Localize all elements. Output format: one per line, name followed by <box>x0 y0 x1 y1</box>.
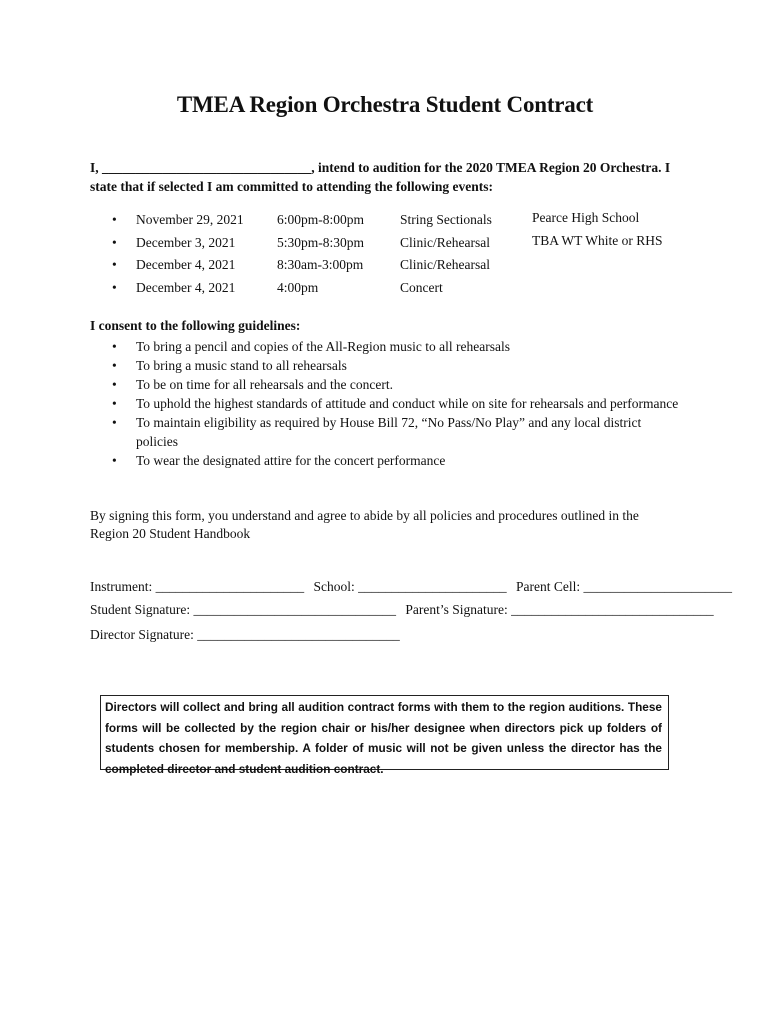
instrument-field[interactable]: Instrument: ______________________ <box>90 579 305 594</box>
bullet-icon: • <box>112 257 117 272</box>
event-time: 8:30am-3:00pm <box>277 257 364 272</box>
event-location: TBA WT White or RHS <box>532 232 663 248</box>
bullet-icon: • <box>112 212 117 227</box>
parent-signature-field[interactable]: Parent’s Signature: ______________________________ <box>405 602 714 617</box>
bullet-icon: • <box>112 377 117 392</box>
event-type: Concert <box>400 279 443 295</box>
event-type: Clinic/Rehearsal <box>400 234 490 250</box>
event-date: December 4, 2021 <box>136 279 236 295</box>
event-list <box>112 212 692 302</box>
director-signature-field[interactable]: Director Signature: ______________________________ <box>90 627 400 642</box>
signing-statement: By signing this form, you understand and agree to abide by all policies and procedures outlined in the Region 20 Student Handbook <box>90 508 639 541</box>
bullet-icon: • <box>112 234 117 250</box>
event-date: December 4, 2021 <box>136 257 236 272</box>
guideline-text: To bring a music stand to all rehearsals <box>136 358 347 373</box>
event-date: December 3, 2021 <box>136 234 236 250</box>
event-time: 4:00pm <box>277 279 319 295</box>
school-field[interactable]: School: ______________________ <box>313 579 507 594</box>
event-row <box>112 212 692 235</box>
guideline-text: To maintain eligibility as required by House Bill 72, “No Pass/No Play” and any local district policies <box>136 415 642 449</box>
parent-cell-field[interactable]: Parent Cell: ______________________ <box>516 579 733 594</box>
guideline-item <box>112 356 682 375</box>
guideline-item <box>112 451 682 470</box>
bullet-icon: • <box>112 396 117 411</box>
director-notice-box: Directors will collect and bring all audition contract forms with them to the region auditions. These forms will be collected by the region chair or his/her designee when directors pick up folders of students chosen for membership. A folder of music will not be given unless the director has the completed director and student audition contract. <box>100 695 669 770</box>
event-row <box>112 280 692 303</box>
guideline-item <box>112 413 682 451</box>
guideline-text: To be on time for all rehearsals and the concert. <box>136 377 393 392</box>
guideline-item <box>112 394 682 413</box>
event-type: Clinic/Rehearsal <box>400 257 490 272</box>
guideline-item <box>112 337 682 356</box>
intro-line-2: state that if selected I am committed to attending the following events: <box>90 179 494 194</box>
bullet-icon: • <box>112 453 117 468</box>
signature-row-1 <box>90 579 732 595</box>
event-date: November 29, 2021 <box>136 212 244 227</box>
signature-row-3 <box>90 627 400 643</box>
guideline-text: To wear the designated attire for the concert performance <box>136 453 446 468</box>
event-row <box>112 257 692 280</box>
signature-row-2 <box>90 602 714 618</box>
intro-line-1: I, _______________________________, intend to audition for the 2020 TMEA Region 20 Orchestra. I <box>90 160 671 175</box>
guidelines-heading: I consent to the following guidelines: <box>90 318 301 333</box>
page-title: TMEA Region Orchestra Student Contract <box>176 92 594 117</box>
event-type: String Sectionals <box>400 212 492 227</box>
guideline-item <box>112 375 682 394</box>
student-signature-field[interactable]: Student Signature: ______________________________ <box>90 602 396 617</box>
event-time: 6:00pm-8:00pm <box>277 212 364 227</box>
event-row <box>112 232 692 258</box>
guideline-text: To bring a pencil and copies of the All-Region music to all rehearsals <box>136 339 510 354</box>
event-time: 5:30pm-8:30pm <box>277 234 364 250</box>
intro-statement <box>90 158 690 196</box>
bullet-icon: • <box>112 358 117 373</box>
bullet-icon: • <box>112 339 117 354</box>
bullet-icon: • <box>112 415 117 430</box>
guideline-text: To uphold the highest standards of attitude and conduct while on site for rehearsals and performance <box>136 396 679 411</box>
event-location: Pearce High School <box>532 210 640 225</box>
bullet-icon: • <box>112 279 117 295</box>
guidelines-list <box>112 337 682 470</box>
